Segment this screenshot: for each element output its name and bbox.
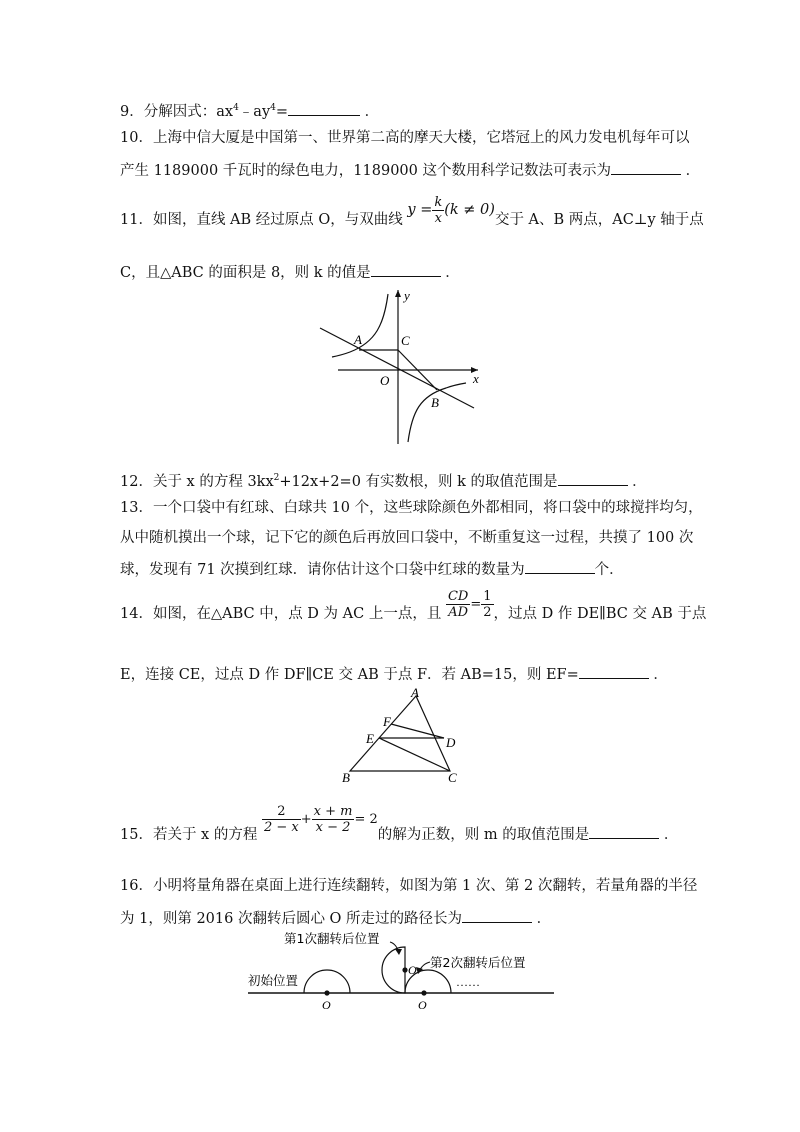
q13-text2: 从中随机摸出一个球，记下它的颜色后再放回口袋中，不断重复这一过程，共摸了 100 次 [120,530,694,546]
q10-line1 [120,128,689,148]
q9-answer-blank[interactable] [288,101,360,116]
label-e: E [366,731,374,746]
q12-prefix: 12．关于 x 的方程 3kx [120,473,274,490]
q13-line1 [120,498,703,518]
q15-plus: + [300,812,312,827]
q16-text2: 为 1，则第 2016 次翻转后圆心 O 所走过的路径长为 [120,911,463,927]
q14-frac1-den: AD [448,604,469,620]
q15-text-b: 的解为正数，则 m 的取值范围是 [377,827,590,843]
q15-f2-num: x + m [313,803,353,819]
q11-fraction [432,195,444,226]
q9-exp2: 4 [270,103,276,113]
q10-suffix: ． [685,163,701,179]
label-b: B [431,395,439,410]
line-ab [320,328,474,408]
q13-suffix: 个． [594,562,624,578]
q11-answer-blank[interactable] [371,262,441,277]
q15-suffix: ． [663,827,679,843]
q13-line2 [120,528,693,548]
q10-text2: 产生 1189000 千瓦时的绿色电力，1189000 这个数用科学记数法可表示为 [120,163,611,179]
ellipsis: …… [456,975,480,989]
q9-eq: = [275,103,289,120]
q14-answer-blank[interactable] [579,664,649,679]
q16-protractor-figure [244,928,560,1012]
label-a: A [354,332,362,347]
q14-fraction-cd-ad [446,589,470,620]
q15-answer-blank[interactable] [589,824,659,839]
q11-hyperbola-figure [310,284,500,450]
label-x: x [473,371,479,386]
q14-frac1-num: CD [447,588,469,604]
label-o-first: O [408,963,417,977]
q11-eq-lhs: y = [407,202,433,218]
label-o-second: O [418,998,427,1012]
q14-line2 [120,664,668,685]
q12-exp: 2 [273,473,280,483]
q12-answer-blank[interactable] [558,471,628,486]
hyperbola-branch-left [332,294,388,357]
q15-f1-den: 2 − x [263,819,299,835]
center-o-initial [324,990,329,995]
q9-prefix: 9．分解因式：ax [120,103,234,120]
q12-mid: +12x+2=0 有实数根，则 k 的取值范围是 [279,473,558,490]
label-c: C [401,333,410,348]
q13-text1: 13．一个口袋中有红球、白球共 10 个，这些球除颜色外都相同，将口袋中的球搅拌均匀， [120,500,703,516]
q15-f2-den: x − 2 [315,819,351,835]
label-o-initial: O [322,998,331,1012]
q11-suffix: ． [445,265,460,281]
q16-answer-blank[interactable] [462,908,532,923]
q16-suffix: ． [536,911,552,927]
q9-exp1: 4 [233,103,239,113]
label-b: B [342,770,350,785]
q14-frac2-num: 1 [483,588,492,604]
q14-text-b: ，过点 D 作 DE∥BC 交 AB 于点 [493,606,707,622]
label-c: C [448,770,457,785]
center-o-second [421,990,426,995]
q9-line [120,98,379,122]
q13-answer-blank[interactable] [525,559,595,574]
q15-prefix: 15．若关于 x 的方程 [120,827,258,843]
label-first-flip: 第1次翻转后位置 [284,931,380,946]
q11-condition: (k ≠ 0) [444,202,495,218]
label-initial: 初始位置 [248,973,299,988]
q14-text2: E，连接 CE，过点 D 作 DF∥CE 交 AB 于点 F．若 AB=15，则 EF= [120,667,579,683]
center-o-first [402,967,407,972]
q9-suffix: ． [364,103,380,120]
q14-frac2-den: 2 [483,604,492,620]
q10-text1: 10．上海中信大厦是中国第一、世界第二高的摩天大楼，它塔冠上的风力发电机每年可以 [120,130,690,146]
q13-text3: 球，发现有 71 次摸到红球．请你估计这个口袋中红球的数量为 [120,562,525,578]
protractor-initial [304,970,350,993]
label-a: A [411,686,419,700]
q11-text2: C，且△ABC 的面积是 8，则 k 的值是 [120,265,371,281]
q10-answer-blank[interactable] [611,160,681,175]
hyperbola-branch-right [408,383,466,442]
segment-df [391,724,444,738]
label-y: y [404,288,410,303]
q15-eq: = 2 [354,812,378,827]
q14-suffix: ． [653,667,668,683]
q12-suffix: ． [632,473,647,490]
q16-text1: 16．小明将量角器在桌面上进行连续翻转，如图为第 1 次、第 2 次翻转，若量角器的半径 [120,878,698,894]
q10-line2 [120,160,700,181]
protractor-first-flip [382,947,405,993]
q11-frac-den: x [434,210,442,226]
q11-text-b: 交于 A、B 两点，AC⊥y 轴于点 [494,212,704,228]
q11-text-a: 11．如图，直线 AB 经过原点 O，与双曲线 [120,212,403,228]
q15-f1-num: 2 [262,804,301,820]
q15-fraction-1 [262,804,301,835]
q15-fraction-2 [312,804,355,835]
q16-line2 [120,908,551,929]
q14-triangle-figure [338,686,468,786]
arrow-first-head [395,949,402,955]
q11-line1 [120,194,704,242]
label-f: F [383,714,391,729]
q15-line [120,800,678,850]
q11-frac-num: k [434,194,443,210]
y-axis-arrow [395,290,401,297]
q14-text-a: 14．如图，在△ABC 中，点 D 为 AC 上一点，且 [120,606,442,622]
segment-ec [379,738,450,771]
q16-line1 [120,876,697,896]
label-second-flip: 第2次翻转后位置 [430,955,526,970]
q14-line1 [120,588,707,636]
label-o: O [380,373,390,388]
q11-line2 [120,262,460,283]
q14-eq: = [470,597,482,612]
triangle-abc [350,696,450,771]
q13-line3 [120,559,624,580]
q14-fraction-half [481,589,493,620]
q9-mid: ﹣ay [238,103,271,120]
q12-line [120,468,647,492]
label-d: D [446,735,456,750]
